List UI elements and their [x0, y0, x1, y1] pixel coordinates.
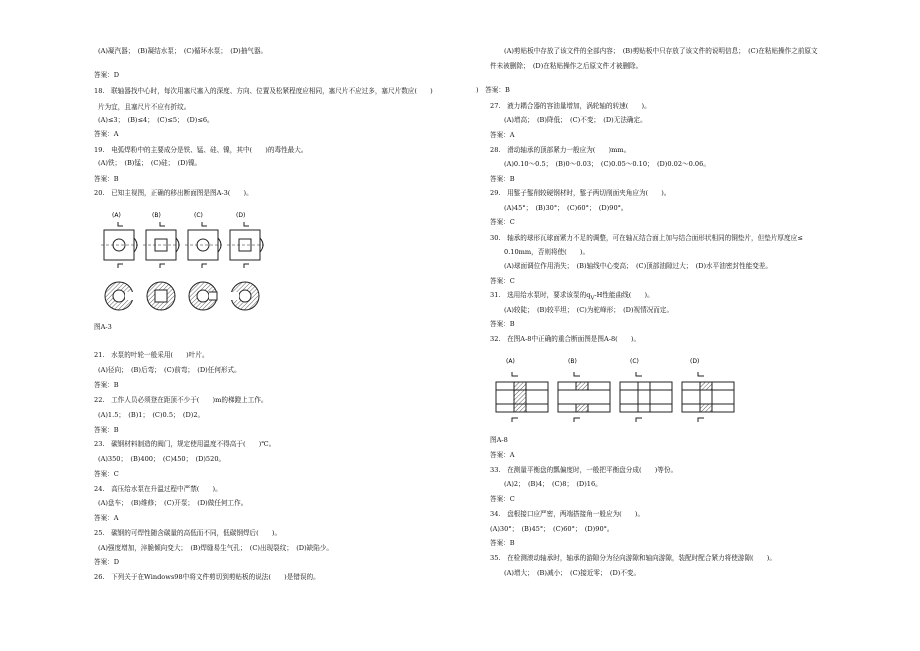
answer-line: 答案：B: [490, 320, 515, 328]
options-line: (A)较陡； (B)较平坦； (C)为驼峰形； (D)视情况而定。: [504, 306, 674, 314]
fig-a3-label-d: (D): [236, 212, 246, 219]
fig-a3-label-a: (A): [112, 212, 121, 219]
text-line: (A)凝汽器； (B)凝结水泵； (C)循环水泵； (D)抽气器。: [98, 47, 268, 55]
answer-line: ) 答案：B: [476, 86, 510, 94]
question-line: 18. 联轴器找中心时，每次用塞尺塞入的深度、方向、位置及松紧程度应相同，塞尺片不应过多，塞尺片数应( ): [94, 87, 433, 95]
question-line: 25. 碳钢的可焊性随含碳量的高低而不同，低碳钢焊后( )。: [94, 529, 282, 537]
question-line: 20. 已知主视图，正确的移出断面图是图A-3( )。: [94, 189, 253, 197]
options-line: (A)强度增加，淬脆倾向变大； (B)焊缝易生气孔； (C)出现裂纹； (D)缺陷少。: [98, 544, 334, 552]
text-line: 片为宜，且塞尺片不应有折纹。: [98, 103, 191, 111]
options-line: (A)350； (B)400； (C)450； (D)520。: [98, 455, 226, 463]
question-line: 31. 选用给水泵时，要求该泵的$q_V-H$性能曲线( )。: [490, 291, 654, 302]
options-line: (A)铁； (B)锰； (C)硅； (D)镍。: [98, 159, 202, 167]
figure-a8: [490, 354, 740, 432]
question-line: 35. 在检测滚动轴承时，轴承的游隙分为径向游隙和轴向游隙，装配时配合紧力将使游隙( )。: [490, 554, 776, 562]
answer-line: 答案：C: [490, 277, 515, 285]
answer-line: 答案：A: [490, 131, 515, 139]
fig-a8-label-b: (B): [568, 358, 577, 365]
options-line: (A)2； (B)4； (C)8； (D)16。: [504, 480, 602, 488]
question-line: 27. 液力耦合器的容油量增加，涡轮轴的转速( )。: [490, 102, 651, 110]
options-line: (A)径向； (B)后弯； (C)前弯； (D)任何形式。: [98, 366, 241, 374]
question-line: 23. 碳钢材料制造的阀门，规定使用温度不得高于( )℃。: [94, 440, 276, 448]
options-line: (A)增高； (B)降低； (C)不变； (D)无法确定。: [504, 116, 647, 124]
answer-line: 答案：A: [94, 514, 119, 522]
question-line: 32. 在图A-8中正确的重合断面图是图A-8( )。: [490, 335, 641, 343]
question-line: 24. 高压给水泵在升温过程中严禁( )。: [94, 485, 222, 493]
answer-line: 答案：B: [490, 539, 515, 547]
question-line: 34. 盘根接口应严密，两端搭接角一般应为( )。: [490, 510, 645, 518]
text-line: 件未被删除； (D)在粘贴操作之后原文件才被删除。: [490, 62, 643, 70]
fig-a8-label-c: (C): [630, 358, 639, 365]
options-line: (A)0.10～0.5； (B)0～0.03； (C)0.05～0.10； (D)0.02～0.06。: [504, 160, 710, 168]
figure-caption: 图A-3: [94, 323, 112, 331]
options-line: (A)球面调位作用消失； (B)轴线中心变高； (C)顶部油隙过大； (D)水平油密封性能变差。: [504, 262, 772, 270]
options-line: (A)增大； (B)减小； (C)接近零； (D)不变。: [504, 569, 641, 577]
options-line: (A)45°； (B)30°； (C)60°； (D)90°。: [504, 204, 628, 212]
fig-a8-label-d: (D): [690, 358, 700, 365]
answer-line: 答案：B: [490, 175, 515, 183]
options-line: (A)30°； (B)45°； (C)60°； (D)90°。: [490, 525, 614, 533]
options-line: (A)1.5； (B)1； (C)0.5； (D)2。: [98, 411, 205, 419]
options-line: (A)≤3； (B)≤4； (C)≤5； (D)≤6。: [98, 116, 214, 124]
answer-line: 答案：C: [490, 218, 515, 226]
question-line: 29. 用錾子錾削较硬钢材时，錾子两切削面夹角应为( )。: [490, 189, 671, 197]
answer-line: 答案：D: [94, 558, 120, 566]
fig-a3-label-b: (B): [152, 212, 161, 219]
question-line: 33. 在测量平衡盘的瓢偏度时，一般把平衡盘分成( )等份。: [490, 466, 678, 474]
options-line: (A)盘车； (B)维修； (C)开泵； (D)做任何工作。: [98, 499, 248, 507]
answer-line: 答案：A: [94, 130, 119, 138]
answer-line: 答案：B: [94, 381, 119, 389]
question-line: 19. 电弧焊粉中的主要成分是铁、锰、硅、镍，其中( )的毒性最大。: [94, 146, 308, 154]
answer-line: 答案：C: [490, 495, 515, 503]
figure-a8-drawing: [490, 354, 740, 432]
figure-a3: [94, 208, 284, 316]
text-line: (A)剪贴板中存放了该文件的全部内容； (B)剪贴板中只存放了该文件的说明信息； (C)在粘贴操作之前原文: [504, 47, 818, 55]
figure-caption: 图A-8: [490, 436, 508, 444]
question-line: 22. 工作人员必须登在距顶不少于( )m的梯蹬上工作。: [94, 396, 268, 404]
answer-line: 答案：B: [94, 426, 119, 434]
answer-line: 答案：D: [94, 71, 120, 79]
question-line: 30. 轴承的球形瓦球面紧力不足的调整，可在轴瓦结合面上加与结合面形状相同的铜垫片，但垫片厚度应≤: [490, 234, 803, 242]
fig-a8-label-a: (A): [506, 358, 515, 365]
question-line: 28. 滑动轴承的顶部紧力一般应为( )mm。: [490, 146, 631, 154]
question-line: 26. 下列关于在Windows98中将文件剪切到剪贴板的说法( )是错误的。: [94, 573, 320, 581]
question-line: 21. 水泵的叶轮一般采用( )叶片。: [94, 351, 209, 359]
answer-line: 答案：A: [490, 451, 515, 459]
text-line: 0.10mm，否则将使( )。: [504, 248, 590, 256]
figure-a3-drawing: [94, 208, 284, 316]
answer-line: 答案：B: [94, 175, 119, 183]
fig-a3-label-c: (C): [194, 212, 203, 219]
answer-line: 答案：C: [94, 470, 119, 478]
